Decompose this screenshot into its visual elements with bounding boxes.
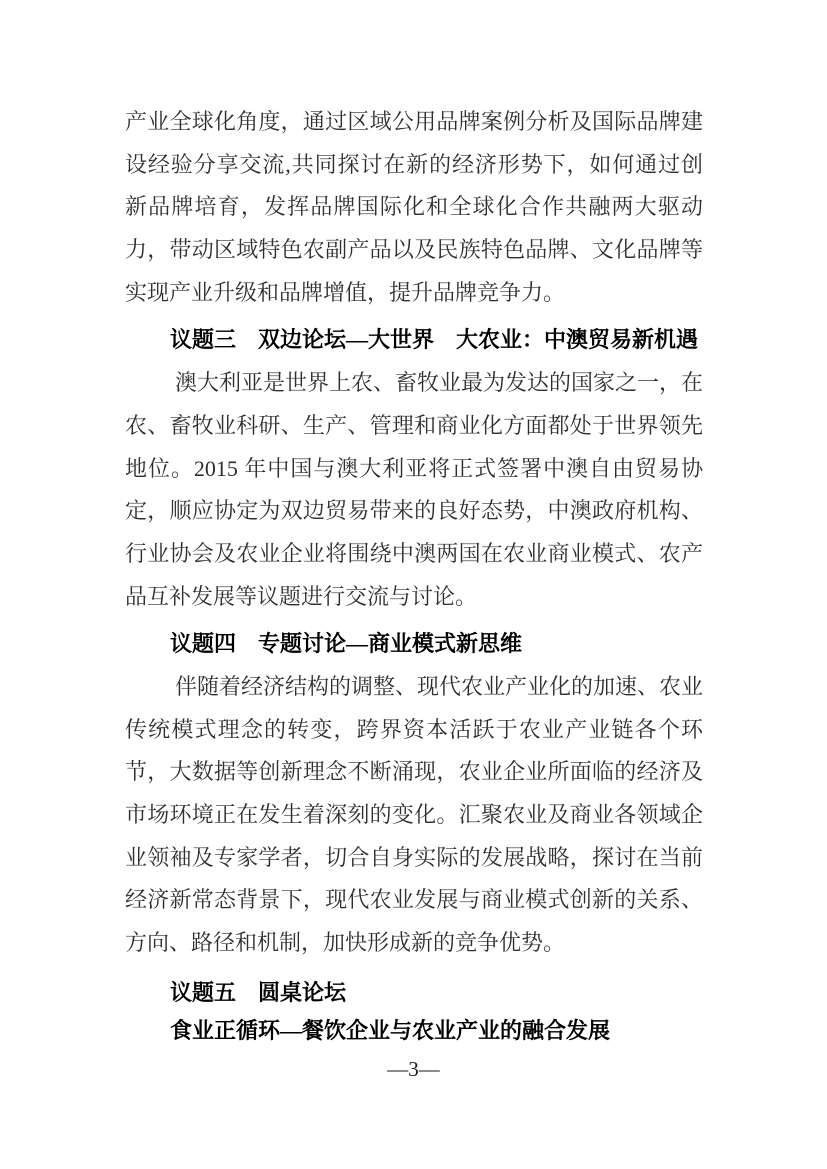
body-line: 经济新常态背景下，现代农业发展与商业模式创新的关系、 <box>125 887 703 913</box>
page-number: —3— <box>387 1057 440 1081</box>
body-line: 农、畜牧业科研、生产、管理和商业化方面都处于世界领先 <box>125 412 703 438</box>
body-line: 行业协会及农业企业将围绕中澳两国在农业商业模式、农产 <box>125 540 703 566</box>
heading-topic-three: 议题三 双边论坛—大世界 大农业：中澳贸易新机遇 <box>170 327 699 353</box>
body-line: 传统模式理念的转变，跨界资本活跃于农业产业链各个环 <box>125 716 703 742</box>
body-line: 市场环境正在发生着深刻的变化。汇聚农业及商业各领域企 <box>125 802 703 827</box>
body-line: 节，大数据等创新理念不断涌现，农业企业所面临的经济及 <box>125 759 703 785</box>
body-line: 澳大利亚是世界上农、畜牧业最为发达的国家之一，在 <box>175 370 704 396</box>
body-line: 实现产业升级和品牌增值，提升品牌竞争力。 <box>125 279 566 305</box>
body-line: 方向、路径和机制，加快形成新的竞争优势。 <box>125 930 566 956</box>
heading-roundtable-subtitle: 食业正循环—餐饮企业与农业产业的融合发展 <box>170 1018 611 1044</box>
body-line: 品互补发展等议题进行交流与讨论。 <box>125 583 478 609</box>
body-line: 伴随着经济结构的调整、现代农业产业化的加速、农业 <box>175 673 704 699</box>
body-line: 力，带动区域特色农副产品以及民族特色品牌、文化品牌等 <box>125 237 703 263</box>
body-line: 新品牌培育，发挥品牌国际化和全球化合作共融两大驱动 <box>125 194 703 220</box>
body-line: 地位。2015 年中国与澳大利亚将正式签署中澳自由贸易协 <box>125 455 703 481</box>
heading-topic-five: 议题五 圆桌论坛 <box>170 979 347 1005</box>
heading-topic-four: 议题四 专题讨论—商业模式新思维 <box>170 631 523 657</box>
body-line: 定，顺应协定为双边贸易带来的良好态势，中澳政府机构、 <box>125 498 703 524</box>
body-line: 业领袖及专家学者，切合自身实际的发展战略，探讨在当前 <box>125 844 703 870</box>
text-column <box>125 101 703 1053</box>
body-line: 产业全球化角度，通过区域公用品牌案例分析及国际品牌建 <box>125 109 703 134</box>
body-line: 设经验分享交流,共同探讨在新的经济形势下，如何通过创 <box>125 151 703 177</box>
